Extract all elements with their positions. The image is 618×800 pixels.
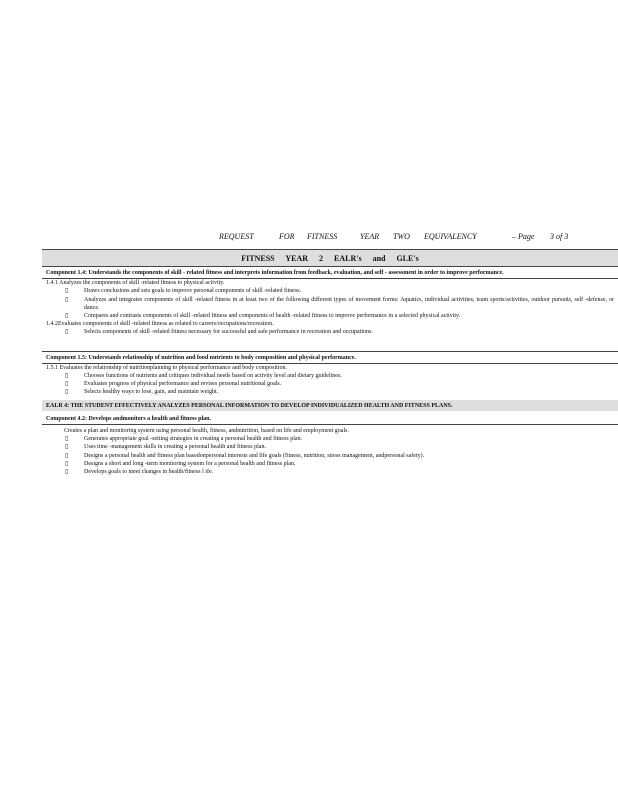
list-item: ▯ Evaluates progress of physical performance and revises personal nutritional goals. [65, 381, 282, 388]
bullet-icon: ▯ [65, 381, 69, 388]
table-title: FITNESS YEAR 2 EALR's and GLE's [42, 250, 618, 266]
list-item: ▯ Designs a personal health and fitness plan basedonpersonal interests and life goals (fitness, nutrition, stress management, andpersonal safety). [65, 452, 425, 459]
gle-1-5-1: 1.5.1 Evaluates the relationship of nutritionplanning to physical performance and body composition. [46, 364, 287, 371]
header-word: TWO [393, 232, 410, 241]
list-item: ▯ Generates appropriate goal -setting strategies in creating a personal health and fitness plan. [65, 436, 303, 443]
gle-4-2-intro: Creates a plan and monitoring system using personal health, fitness, andnutrition, based on life and employment goals. [64, 428, 349, 435]
header-word: FITNESS [307, 232, 338, 241]
bullet-icon: ▯ [65, 329, 69, 336]
list-item: ▯ Designs a short and long -term monitoring system for a personal health and fitness plan. [65, 460, 296, 467]
page-label: – Page [512, 232, 535, 241]
list-item: ▯ Develops goals to meet changes in health/fitness l ife. [65, 469, 214, 476]
gle-1-4-2: 1.4.2Evaluates components of skill -related fitness as related to careers/occupations/recreation. [46, 321, 274, 328]
gle-1-4-1: 1.4.1 Analyzes the components of skill -related fitness to physical activity. [46, 280, 225, 287]
page-header [0, 232, 618, 244]
header-word: EQUIVALENCY [424, 232, 477, 241]
bullet-icon: ▯ [65, 373, 69, 380]
bullet-icon: ▯ [65, 296, 69, 303]
standards-table [42, 249, 618, 476]
list-item: ▯ Compares and contrasts components of skill -related fitness and components of health -related fitness to improve performance in a selected physical activity. [65, 313, 461, 320]
bullet-icon: ▯ [65, 469, 69, 476]
bullet-icon: ▯ [65, 288, 69, 295]
bullet-icon: ▯ [65, 436, 69, 443]
header-word: YEAR [360, 232, 380, 241]
page-number: 3 of 3 [550, 232, 569, 241]
header-word: FOR [279, 232, 295, 241]
list-item: ▯ Uses time -management skills in creating a personal health and fitness plan. [65, 444, 266, 451]
bullet-icon: ▯ [65, 389, 69, 396]
header-word: REQUEST [219, 232, 254, 241]
list-item: ▯ Chooses functions of nutrients and critiques individual needs based on activity level and dietary guidelines. [65, 373, 342, 380]
list-item: ▯ Selects components of skill -related fitness necessary for successful and safe performance in recreation and occupations. [65, 329, 373, 336]
bullet-icon: ▯ [65, 460, 69, 467]
component-4-2-heading: Component 4.2: Develops andmonitors a health and fitness plan. [46, 415, 212, 422]
component-1-5-heading: Component 1.5: Understands relationship of nutrition and food nutrients to body composition and physical performance. [46, 354, 356, 361]
ealr-4-heading: EALR 4: THE STUDENT EFFECTIVELY ANALYZES PERSONAL INFORMATION TO DEVELOP INDIVIDUALIZED HEALTH AND FITNESS PLANS. [42, 400, 618, 411]
list-item: ▯ Draws conclusions and sets goals to improve personal components of skill -related fitness. [65, 288, 302, 295]
list-item: ▯ Analyzes and integrates components of skill -related fitness in at least two of the following different types of movement forms: Aquatics, individual activities, team sports/activities, outdoor pursuits, self -defense, or dance. [65, 296, 614, 311]
bullet-icon: ▯ [65, 452, 69, 459]
component-1-4-heading: Component 1.4: Understands the components of skill - related fitness and interprets information from feedback, evaluation, and self - assessment in order to improve performance. [46, 270, 504, 276]
bullet-icon: ▯ [65, 444, 69, 451]
list-item: ▯ Selects healthy ways to lose, gain, and maintain weight. [65, 389, 219, 396]
bullet-icon: ▯ [65, 313, 69, 320]
